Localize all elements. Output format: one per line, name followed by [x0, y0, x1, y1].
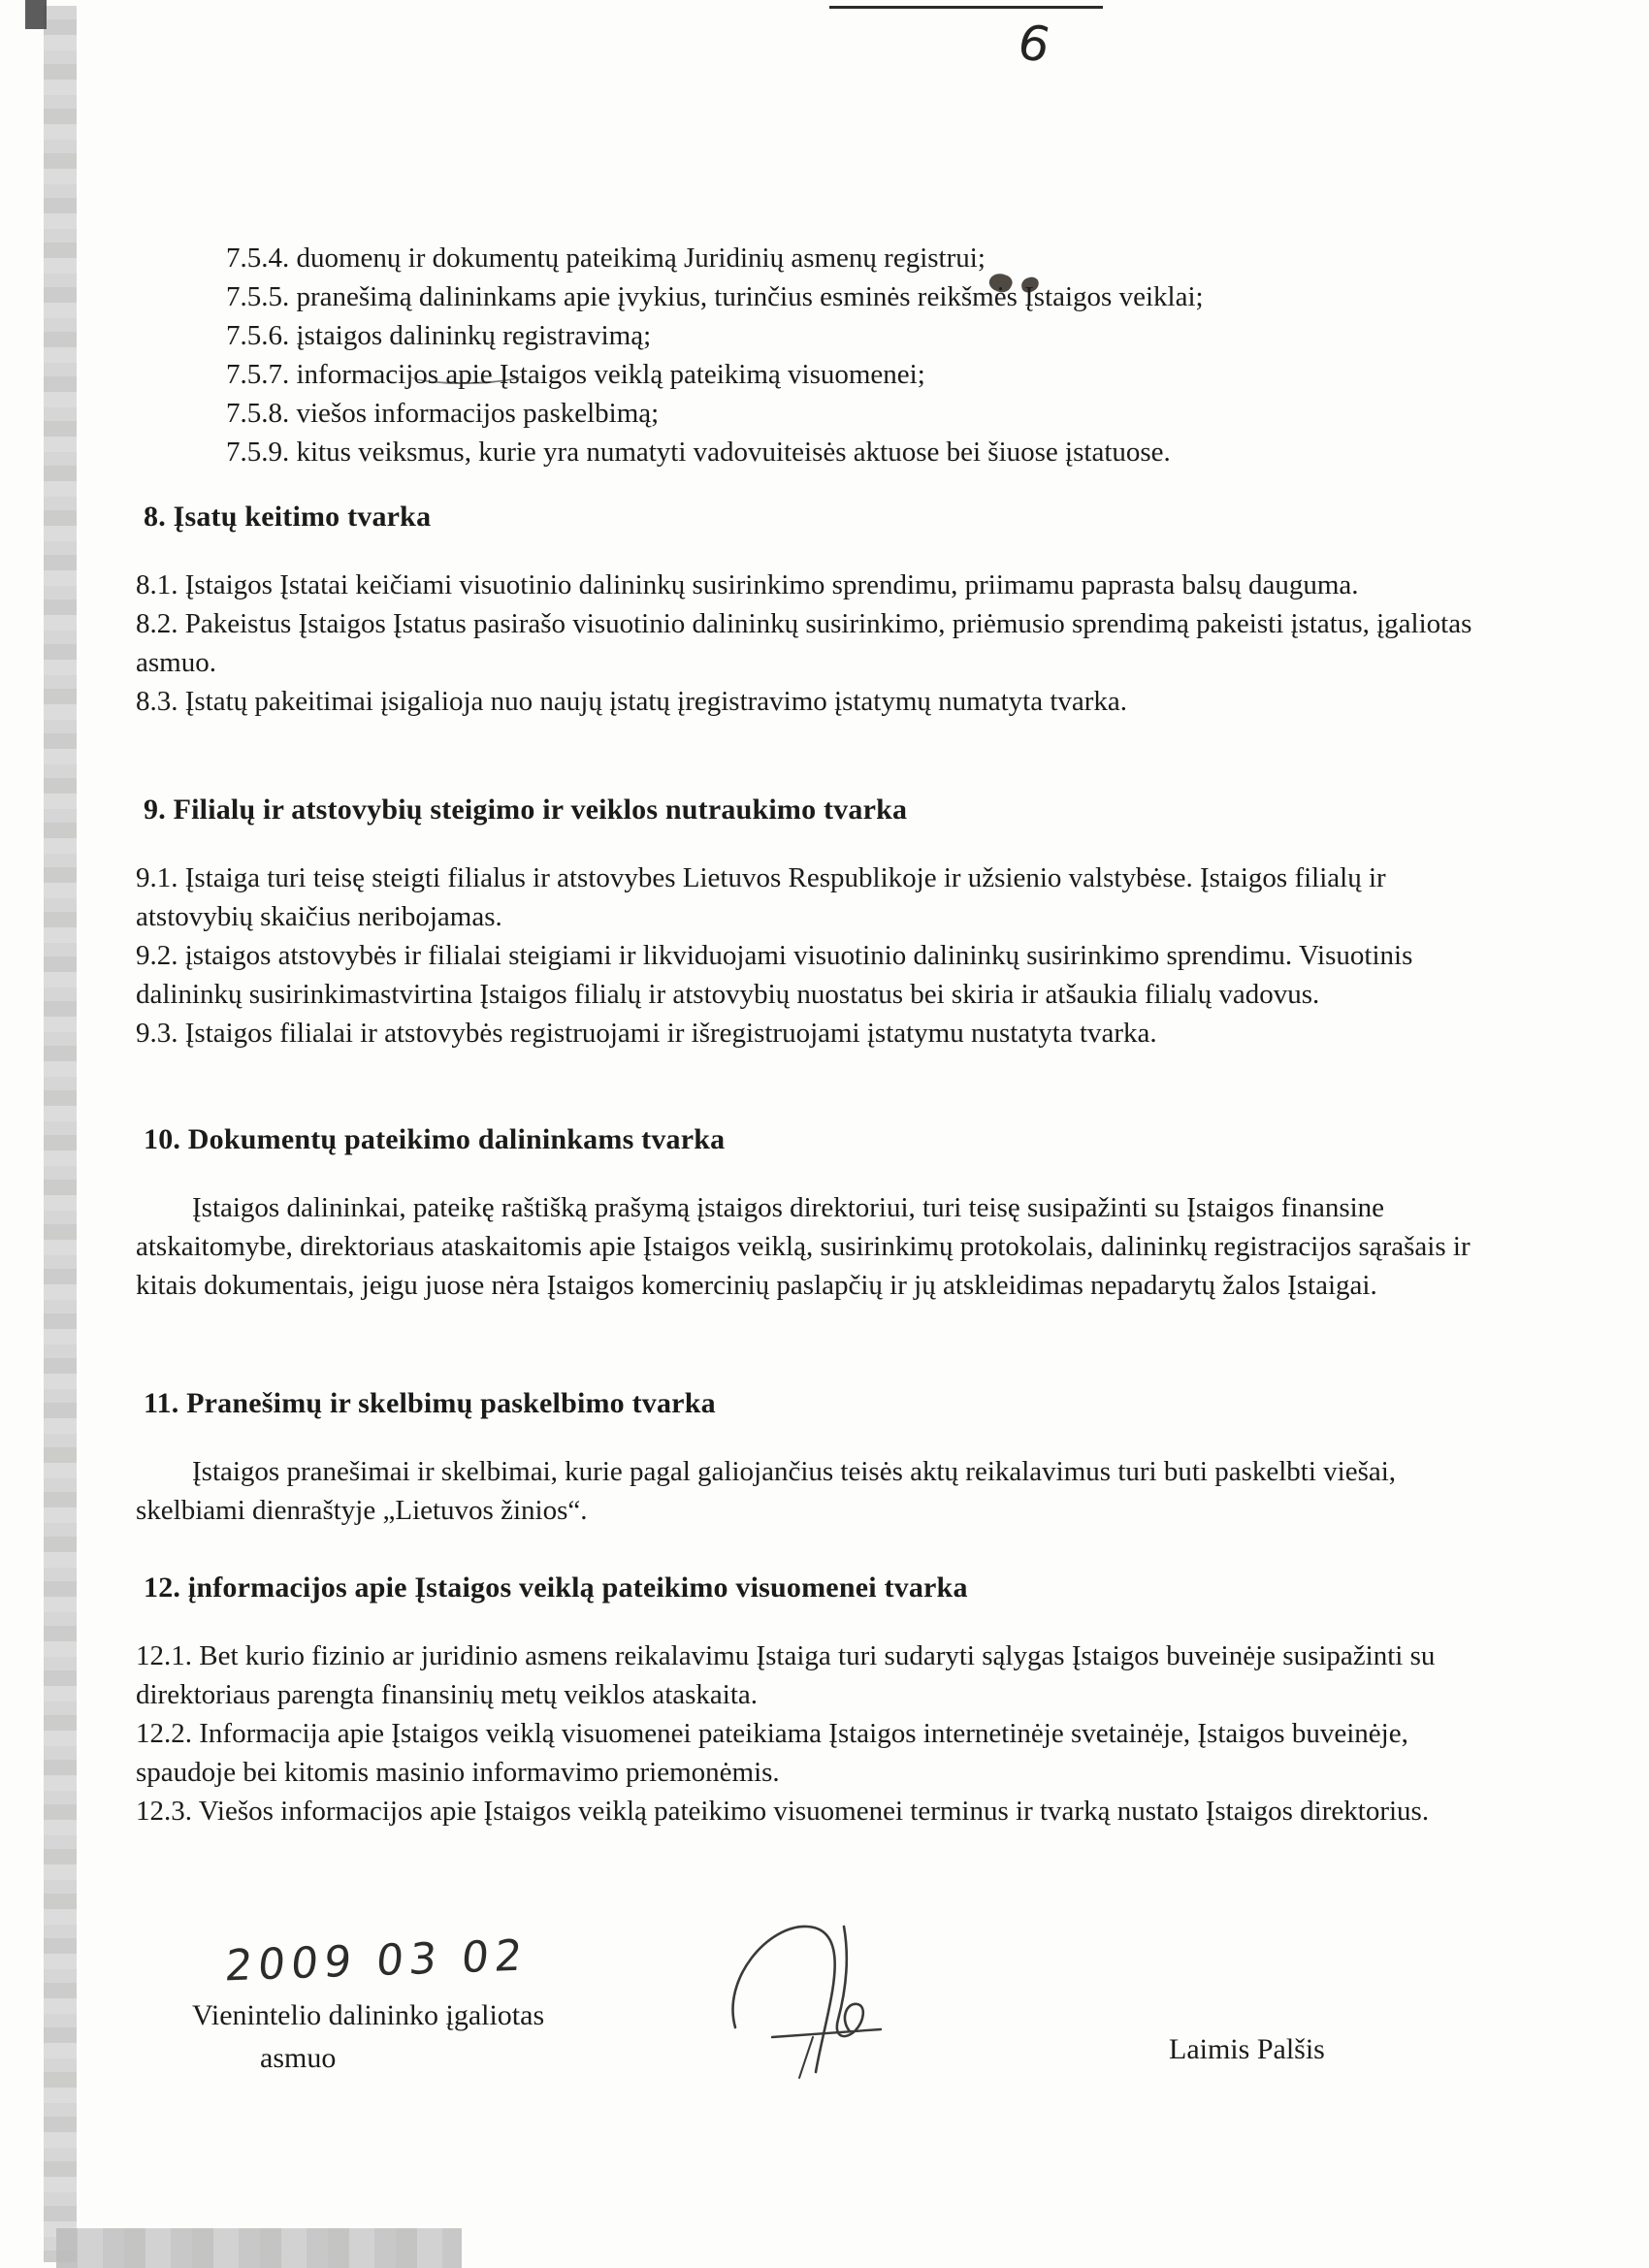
list-item: 7.5.9. kitus veiksmus, kurie yra numatyti vadovuiteisės aktuose bei šiuose įstatuose.: [226, 437, 1171, 468]
list-item: 7.5.5. pranešimą dalininkams apie įvykius, turinčius esminės reikšmės Įstaigos veiklai;: [226, 281, 1204, 312]
paragraph: 12.1. Bet kurio fizinio ar juridinio asmens reikalavimu Įstaiga turi sudaryti sąlygas Įstaigos buveinėje susipažinti su direktoriaus parengta finansinių metų veiklos ataskaita.: [136, 1640, 1436, 1710]
section-heading-10: 10. Dokumentų pateikimo dalininkams tvarka: [144, 1123, 726, 1155]
section-body-12: [136, 1636, 1478, 1831]
section-body-9: [136, 859, 1478, 1053]
paragraph: 9.2. įstaigos atstovybės ir filialai steigiami ir likviduojami visuotinio dalininkų susirinkimo sprendimu. Visuotinis dalininkų susirinkimastvirtina Įstaigos filialų ir atstovybių nuostatus bei skiria ir atšaukia filialų vadovus.: [136, 940, 1413, 1010]
scan-shadow-left: [44, 6, 77, 2262]
signer-role-line1: Vienintelio dalininko įgaliotas: [192, 1999, 545, 2031]
paragraph: Įstaigos dalininkai, pateikę raštišką prašymą įstaigos direktoriui, turi teisę susipažinti su Įstaigos finansine atskaitomybe, direktoriaus ataskaitomis apie Įstaigos veiklą, susirinkimų protokolais, dalininkų registracijos sąrašais ir kitais dokumentais, jeigu juose nėra Įstaigos komercinių paslapčių ir jų atskleidimas nepadarytų žalos Įstaigai.: [136, 1192, 1471, 1301]
page-number-handwritten: 6: [1012, 14, 1056, 74]
handwritten-date: 2009 03 02: [222, 1930, 531, 1992]
signature: [718, 1919, 922, 2089]
section-body-11: [136, 1452, 1478, 1530]
section-heading-11: 11. Pranešimų ir skelbimų paskelbimo tvarka: [144, 1387, 716, 1419]
paragraph: 8.3. Įstatų pakeitimai įsigalioja nuo naujų įstatų įregistravimo įstatymų numatyta tvarka.: [136, 686, 1128, 717]
paragraph: 12.3. Viešos informacijos apie Įstaigos veiklą pateikimo visuomenei terminus ir tvarką nustato Įstaigos direktorius.: [136, 1796, 1430, 1827]
signer-role-line2: asmuo: [260, 2042, 337, 2074]
signer-role-label: [192, 1994, 544, 2080]
list-item: 7.5.8. viešos informacijos paskelbimą;: [226, 398, 660, 429]
paragraph: 12.2. Informacija apie Įstaigos veiklą visuomenei pateikiama Įstaigos internetinėje svetainėje, Įstaigos buveinėje, spaudoje bei kitomis masinio informavimo priemonėmis.: [136, 1718, 1408, 1788]
signer-name: Laimis Palšis: [1169, 2033, 1325, 2065]
list-item: 7.5.4. duomenų ir dokumentų pateikimą Juridinių asmenų registrui;: [226, 243, 986, 274]
paragraph: Įstaigos pranešimai ir skelbimai, kurie pagal galiojančius teisės aktų reikalavimus turi buti paskelbti viešai, skelbiami dienraštyje „Lietuvos žinios“.: [136, 1456, 1397, 1526]
signature-strokes: [718, 1919, 922, 2084]
subitem-list-7-5: [226, 239, 1545, 471]
paragraph: 8.1. Įstaigos Įstatai keičiami visuotinio dalininkų susirinkimo sprendimu, priimamu paprasta balsų dauguma.: [136, 569, 1359, 600]
list-item: 7.5.7. informacijos apie Įstaigos veiklą pateikimą visuomenei;: [226, 359, 925, 390]
section-heading-9: 9. Filialų ir atstovybių steigimo ir veiklos nutraukimo tvarka: [144, 794, 908, 826]
paragraph: 9.1. Įstaiga turi teisę steigti filialus ir atstovybes Lietuvos Respublikoje ir užsienio valstybėse. Įstaigos filialų ir atstovybių skaičius neribojamas.: [136, 862, 1386, 932]
paragraph: 8.2. Pakeistus Įstaigos Įstatus pasirašo visuotinio dalininkų susirinkimo, priėmusio sprendimą pakeisti įstatus, įgaliotas asmuo.: [136, 608, 1472, 678]
section-heading-12: 12. įnformacijos apie Įstaigos veiklą pateikimo visuomenei tvarka: [144, 1571, 968, 1604]
scan-corner-mark: [25, 0, 47, 29]
top-edge-line: [829, 6, 1103, 9]
list-item: 7.5.6. įstaigos dalininkų registravimą;: [226, 320, 652, 351]
section-heading-8: 8. Įsatų keitimo tvarka: [144, 501, 432, 533]
section-body-8: [136, 566, 1478, 721]
section-body-10: [136, 1188, 1478, 1305]
scan-shadow-bottom: [56, 2228, 462, 2268]
paragraph: 9.3. Įstaigos filialai ir atstovybės registruojami ir išregistruojami įstatymu nustatyta tvarka.: [136, 1018, 1157, 1049]
